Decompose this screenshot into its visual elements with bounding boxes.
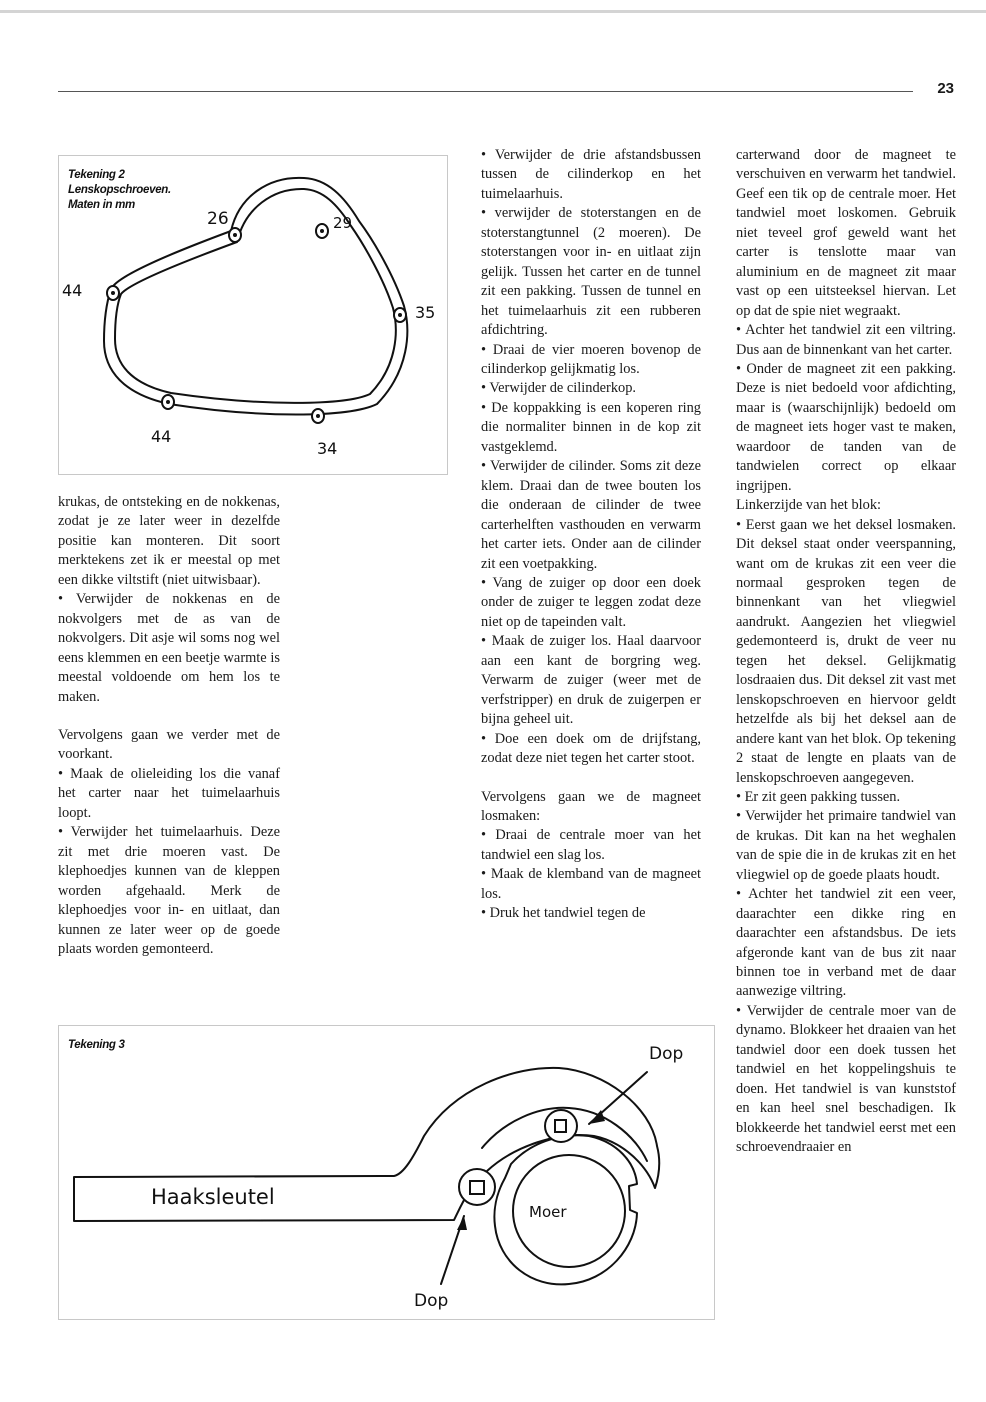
text-column-1 [58, 493, 280, 959]
paragraph: • Onder de magneet zit een pakking. Deze is niet bedoeld voor afdichting, maar is (waarschijnlijk) bedoeld om de magneet iets hoger vast te maken, waardoor de tanden van de tandwielen correct op elkaar ingrijpen. [736, 360, 956, 494]
paragraph: • Verwijder de nokkenas en de nokvolgers met de as van de nokvolgers. Dit asje wil soms nog wel eens klemmen en een beetje warmte is meestal voldoende om hem los te maken. [58, 591, 280, 705]
cover-outline-outer [104, 178, 407, 415]
paragraph: • Eerst gaan we het deksel losmaken. Dit deksel staat onder veerspanning, want om de krukas zit een veer die normaal gesproken tegen de binnenkant van het vliegwiel aandrukt. Aangezien het vliegwiel gedemonteerd is, drukt de veer nu tegen het deksel. Gelijkmatig losdraaien dus. Dit deksel zit vast met lenskopschroeven en hiervoor geldt hetzelfde als bij het deksel aan de andere kant van het blok. Op tekening 2 staat de lengte en plaats van de lenskopschroeven aangegeven. [736, 516, 956, 786]
paragraph: • Vang de zuiger op door een doek onder de zuiger te leggen zodat deze niet op de tapeinden valt. [481, 574, 701, 630]
label-44-left: 44 [62, 281, 83, 300]
paragraph: • Maak de olieleiding los die vanaf het carter naar het tuimelaarhuis loopt. [58, 765, 280, 821]
tool-label: Haaksleutel [151, 1185, 275, 1209]
paragraph: Vervolgens gaan we de magneet losmaken: [481, 788, 701, 824]
paragraph: • Draai de centrale moer van het tandwiel een slag los. [481, 827, 701, 863]
text-column-2 [481, 146, 701, 924]
cap-pin-top [545, 1110, 577, 1142]
page-number: 23 [937, 80, 954, 97]
paragraph: • Druk het tandwiel tegen de [481, 905, 646, 922]
paragraph: • Verwijder de cilinder. Soms zit deze klem. Draai dan de twee bouten los die onderaan de cilinder de twee carterhelften vasthouden en verwarm het carter iets. Onder aan de cilinder zit een voetpakking. [481, 458, 701, 572]
cap-label-top: Dop [649, 1044, 684, 1064]
paragraph: • Verwijder de drie afstandsbussen tussen de cilinderkop en het tuimelaarhuis. [481, 147, 701, 202]
label-26: 26 [207, 209, 229, 229]
figure-3-caption: Tekening 3 [68, 1039, 125, 1051]
label-34: 34 [317, 439, 338, 458]
cap-label-bottom: Dop [414, 1291, 449, 1311]
paragraph: • Maak de klemband van de magneet los. [481, 866, 701, 902]
figure-3-drawing [59, 1026, 714, 1319]
paragraph: Linkerzijde van het blok: [736, 497, 882, 514]
paragraph: • Draai de vier moeren bovenop de cilinderkop gelijkmatig los. [481, 341, 701, 377]
paragraph: • De koppakking is een koperen ring die normaliter binnen in de kop zit vastgeklemd. [481, 399, 701, 455]
paragraph: • Er zit geen pakking tussen. [736, 788, 901, 805]
paragraph: • Verwijder de centrale moer van de dynamo. Blokkeer het draaien van het tandwiel door een doek tussen het tandwiel en het koppelingshuis te doen. Het tandwiel is van kunststof en kan heel snel beschadigen. Ik blokkeerde het tandwiel eerst met een schroevendraaier en [736, 1002, 956, 1156]
figure-2 [58, 155, 448, 475]
paragraph: • Verwijder het primaire tandwiel van de krukas. Dit kan na het weghalen van de spie die in de krukas zit en het vliegwiel op de goede plaats houdt. [736, 808, 956, 883]
paragraph: Vervolgens gaan we verder met de voorkant. [58, 726, 280, 763]
scan-edge [0, 10, 986, 13]
paragraph: carterwand door de magneet te verschuiven en verwarm het tandwiel. Geef een tik op de centrale moer. Het tandwiel moet loskomen. Gebruik niet teveel grof geweld want het carter is tenslotte maar van aluminium en de magneet zit maar vast op een uitsteeksel hiervan. Let op dat de spie niet wegraakt. [736, 147, 956, 319]
paragraph: • Doe een doek om de drijfstang, zodat deze niet tegen het carter stoot. [481, 730, 701, 767]
paragraph: • Maak de zuiger los. Haal daarvoor aan een kant de borgring weg. Verwarm de zuiger (weer met de verfstripper) en druk de zuigerpen er bijna geheel uit. [481, 633, 701, 728]
text-column-3 [736, 146, 956, 1158]
paragraph: • Verwijder de cilinderkop. [481, 380, 637, 397]
label-29: 29 [333, 214, 353, 232]
paragraph: krukas, de ontsteking en de nokkenas, zodat je ze later weer in dezelfde positie kan monteren. Dit soort merktekens zet ik er meestal op met een dikke viltstift (niet uitwisbaar). [58, 494, 280, 588]
label-44-bottom: 44 [151, 427, 172, 446]
paragraph: • Achter het tandwiel zit een viltring. Dus aan de binnenkant van het carter. [736, 322, 956, 358]
header-rule [58, 91, 913, 92]
cover-outline-inner [115, 189, 396, 403]
label-35: 35 [415, 303, 436, 322]
arrow-head-bottom [457, 1216, 467, 1230]
paragraph: • Achter het tandwiel zit een veer, daarachter een dikke ring en daarachter een afstandsbus. De iets afgeronde kant van de bus zit naar binnen toe in verband met de daar aanwezige viltring. [736, 886, 956, 1000]
figure-2-caption: Tekening 2 Lenskopschroeven. Maten in mm [68, 169, 171, 211]
paragraph: • verwijder de stoterstangen en de stoterstangtunnel (2 moeren). De stoterstangen voor in- en uitlaat zijn gelijk. Tussen het carter en de tunnel zit een pakking. Tussen de tunnel en het tuimelaarhuis zit een rubberen afdichtring. [481, 205, 701, 339]
cap-pin-bottom [459, 1169, 495, 1205]
nut-label: Moer [529, 1203, 567, 1221]
paragraph: • Verwijder het tuimelaarhuis. Deze zit met drie moeren vast. De klephoedjes kunnen van de kleppen worden afgehaald. Merk de klephoedjes voor in- en uitlaat, dan kunnen ze later weer op de goede plaats worden gemonteerd. [58, 824, 280, 957]
figure-3 [58, 1025, 715, 1320]
